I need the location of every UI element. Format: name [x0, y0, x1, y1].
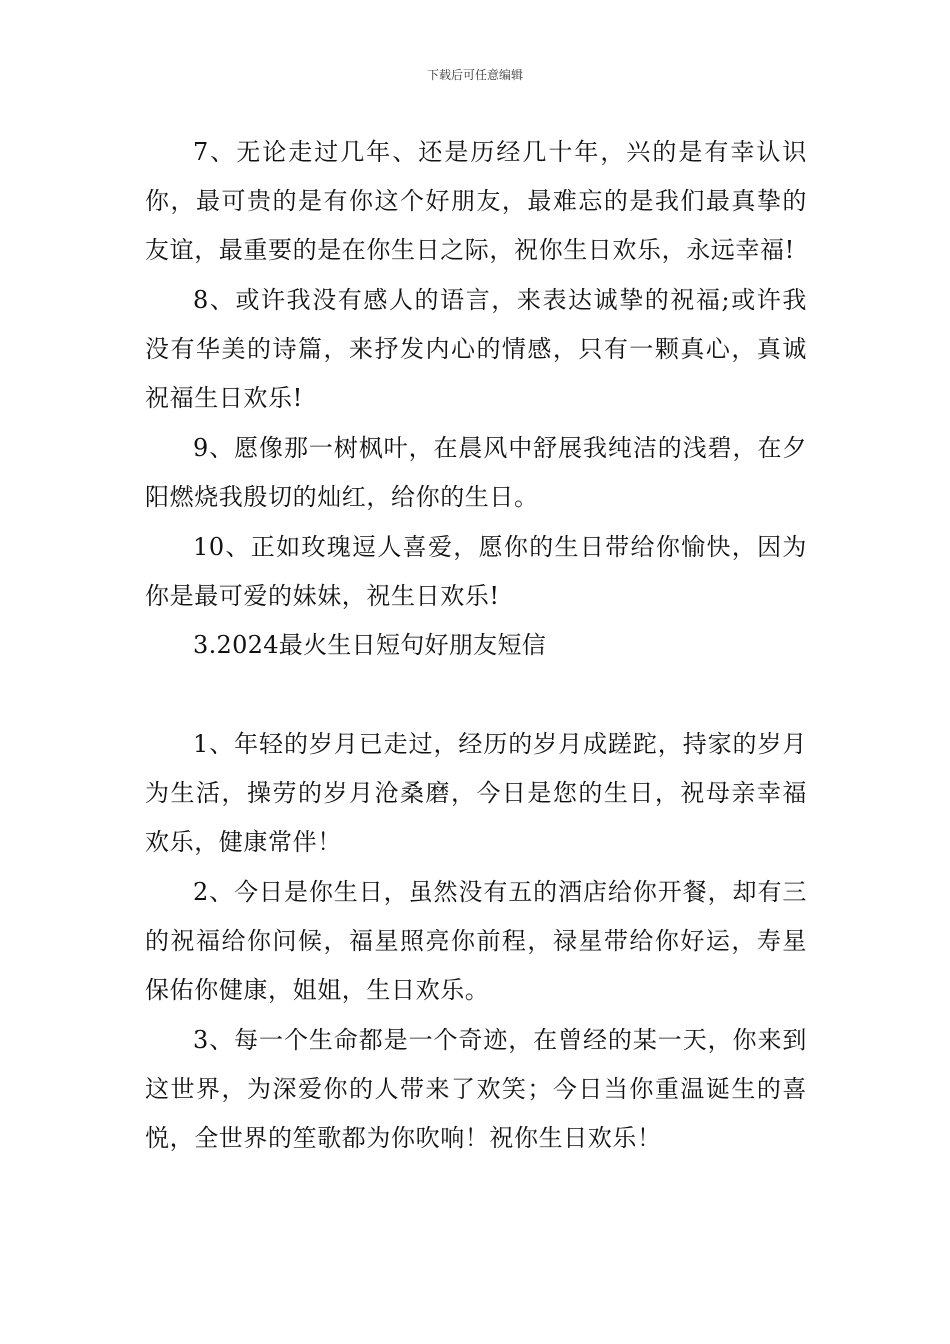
paragraph-1: 1、年轻的岁月已走过，经历的岁月成蹉跎，持家的岁月为生活，操劳的岁月沧桑磨，今日是您的生日，祝母亲幸福欢乐，健康常伴！ [145, 730, 807, 856]
section-heading: 3.2024最火生日短句好朋友短信 [193, 631, 547, 659]
document-body [145, 128, 807, 1163]
paragraph-8: 8、或许我没有感人的语言，来表达诚挚的祝福;或许我没有华美的诗篇，来抒发内心的情感，只有一颗真心，真诚祝福生日欢乐! [145, 286, 807, 412]
paragraph-10: 10、正如玫瑰逗人喜爱，愿你的生日带给你愉快，因为你是最可爱的妹妹，祝生日欢乐! [145, 533, 807, 610]
paragraph-3: 3、每一个生命都是一个奇迹，在曾经的某一天，你来到这世界，为深爱你的人带来了欢笑；今日当你重温诞生的喜悦，全世界的笙歌都为你吹响！祝你生日欢乐！ [145, 1026, 807, 1152]
page-header-note: 下载后可任意编辑 [426, 68, 523, 82]
paragraph-2: 2、今日是你生日，虽然没有五的酒店给你开餐，却有三的祝福给你问候，福星照亮你前程，禄星带给你好运，寿星保佑你健康，姐姐，生日欢乐。 [145, 878, 807, 1004]
paragraph-9: 9、愿像那一树枫叶，在晨风中舒展我纯洁的浅碧，在夕阳燃烧我殷切的灿红，给你的生日。 [145, 434, 807, 511]
paragraph-7: 7、无论走过几年、还是历经几十年，兴的是有幸认识你，最可贵的是有你这个好朋友，最难忘的是我们最真挚的友谊，最重要的是在你生日之际，祝你生日欢乐，永远幸福! [145, 138, 807, 264]
